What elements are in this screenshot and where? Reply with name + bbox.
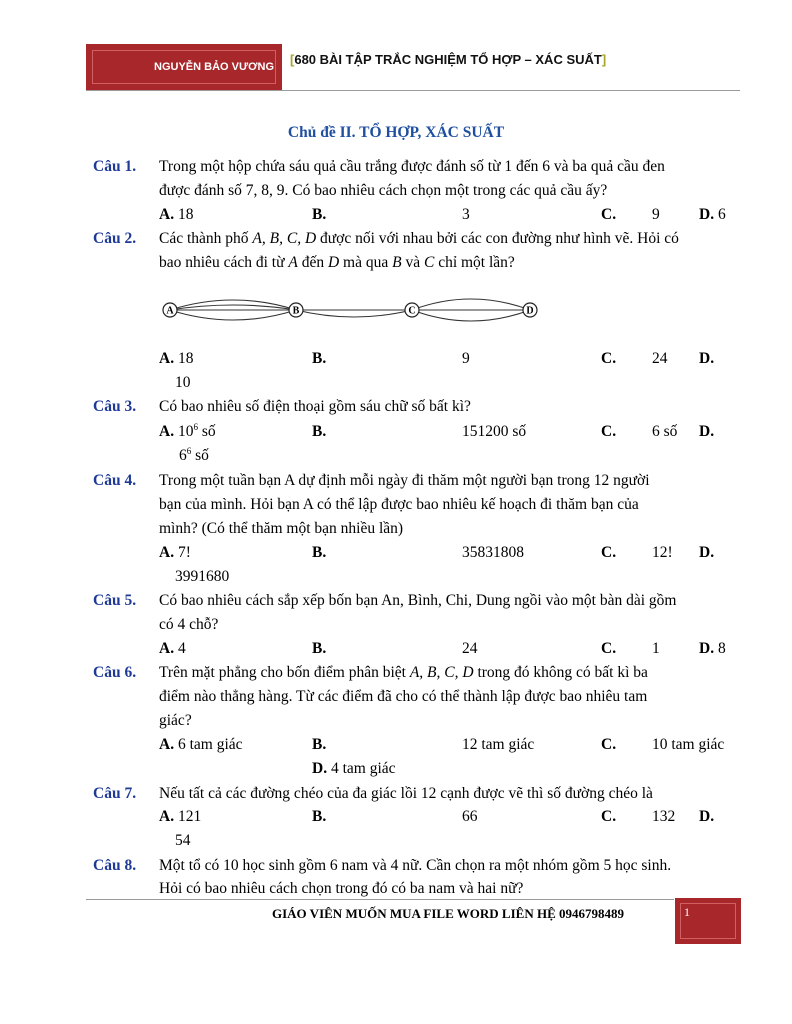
q4-option-d-letter: D.	[699, 544, 715, 561]
q5-option-c-letter: C.	[601, 640, 617, 657]
q2-label: Câu 2.	[93, 230, 137, 247]
q2-option-b: 9	[462, 350, 470, 367]
node-d-label: D	[526, 305, 534, 317]
q7-option-b-letter: B.	[312, 808, 327, 825]
q7-option-c: 132	[652, 808, 676, 825]
q3-option-a: A. $10^6$ số	[159, 421, 216, 440]
city-road-diagram	[154, 294, 546, 330]
footer-contact: GIÁO VIÊN MUỐN MUA FILE WORD LIÊN HỆ 0946798489	[272, 906, 624, 921]
q4-label: Câu 4.	[93, 472, 137, 489]
q4-text-line3: mình? (Có thể thăm một bạn nhiều lần)	[159, 520, 404, 537]
q2-option-d-letter: D.	[699, 350, 715, 367]
road-cd-2	[412, 299, 530, 310]
q1-option-b-letter: B.	[312, 206, 327, 223]
q3-option-d: $6^6$ số	[179, 445, 209, 464]
q6-option-a: A. 6 tam giác	[159, 736, 243, 753]
q1-text-line2: được đánh số 7, 8, 9. Có bao nhiêu cách chọn một trong các quả cầu ấy?	[159, 182, 608, 199]
q3-option-b: 151200 số	[462, 423, 527, 440]
q5-option-b: 24	[462, 640, 478, 657]
q8-text-line2: Hỏi có bao nhiêu cách chọn trong đó có ba nam và hai nữ?	[159, 880, 524, 897]
header-author: NGUYỄN BẢO VƯƠNG	[154, 61, 274, 73]
chapter-title: Chủ đề II. TỔ HỢP, XÁC SUẤT	[287, 124, 505, 141]
q3-label: Câu 3.	[93, 398, 137, 415]
q7-option-d-letter: D.	[699, 808, 715, 825]
q4-option-b: 35831808	[462, 544, 524, 561]
q1-label: Câu 1.	[93, 158, 137, 175]
q3-option-d-letter: D.	[699, 423, 715, 440]
q2-option-b-letter: B.	[312, 350, 327, 367]
q8-label: Câu 8.	[93, 857, 137, 874]
q2-text-line2: bao nhiêu cách đi từ A đến D mà qua B và C chỉ một lần?	[159, 254, 515, 271]
road-bc-2	[296, 310, 412, 317]
q6-option-b-letter: B.	[312, 736, 327, 753]
q4-text-line1: Trong một tuần bạn A dự định mỗi ngày đi thăm một người bạn trong 12 người	[159, 472, 650, 489]
page-number: 1	[684, 905, 690, 919]
node-b-label: B	[292, 305, 300, 317]
q4-option-c-letter: C.	[601, 544, 617, 561]
q2-option-c: 24	[652, 350, 668, 367]
q5-label: Câu 5.	[93, 592, 137, 609]
q6-label: Câu 6.	[93, 664, 137, 681]
road-cd-3	[412, 310, 530, 321]
q1-text-line1: Trong một hộp chứa sáu quả cầu trắng được đánh số từ 1 đến 6 và ba quả cầu đen	[159, 158, 665, 175]
q1-option-a: A. 18	[159, 206, 194, 223]
footer-divider	[86, 899, 674, 900]
q3-option-b-letter: B.	[312, 423, 327, 440]
q8-text-line1: Một tổ có 10 học sinh gồm 6 nam và 4 nữ. Cần chọn ra một nhóm gồm 5 học sinh.	[159, 857, 672, 874]
q4-option-d: 3991680	[175, 568, 230, 585]
q5-option-c: 1	[652, 640, 660, 657]
q7-option-d: 54	[175, 832, 191, 849]
node-c-label: C	[408, 305, 416, 317]
q4-option-a: A. 7!	[159, 544, 191, 561]
q4-text-line2: bạn của mình. Hỏi bạn A có thể lập được bao nhiêu kế hoạch đi thăm bạn của	[159, 496, 639, 513]
q2-option-d: 10	[175, 374, 191, 391]
q5-option-b-letter: B.	[312, 640, 327, 657]
header-divider	[86, 90, 740, 91]
q4-option-b-letter: B.	[312, 544, 327, 561]
q6-option-c: 10 tam giác	[652, 736, 725, 753]
header-title: [680 BÀI TẬP TRẮC NGHIỆM TỔ HỢP – XÁC SUẤT]	[290, 52, 607, 67]
q5-option-a: A. 4	[159, 640, 186, 657]
q6-text-line2: điểm nào thẳng hàng. Từ các điểm đã cho có thể thành lập được bao nhiêu tam	[159, 688, 648, 705]
node-a-label: A	[166, 305, 174, 317]
q1-option-c-letter: C.	[601, 206, 617, 223]
q1-option-c: 9	[652, 206, 660, 223]
q7-option-a: A. 121	[159, 808, 202, 825]
q1-option-b: 3	[462, 206, 470, 223]
q6-option-c-letter: C.	[601, 736, 617, 753]
q3-option-c: 6 số	[652, 423, 678, 440]
road-ab-4	[170, 310, 296, 320]
q2-option-c-letter: C.	[601, 350, 617, 367]
q2-option-a: A. 18	[159, 350, 194, 367]
q1-option-d: D. 6	[699, 206, 726, 223]
q6-option-d: D. 4 tam giác	[312, 760, 396, 777]
q7-text-line1: Nếu tất cả các đường chéo của đa giác lồi 12 cạnh được vẽ thì số đường chéo là	[159, 785, 653, 802]
q6-text-line3: giác?	[159, 712, 192, 729]
q5-text-line2: có 4 chỗ?	[159, 616, 219, 633]
q3-option-c-letter: C.	[601, 423, 617, 440]
q2-text-line1: Các thành phố A, B, C, D được nối với nhau bởi các con đường như hình vẽ. Hỏi có	[159, 230, 679, 247]
road-ab-3	[170, 305, 296, 310]
q3-text-line1: Có bao nhiêu số điện thoại gồm sáu chữ số bất kì?	[159, 398, 471, 415]
q5-option-d: D. 8	[699, 640, 726, 657]
q7-option-b: 66	[462, 808, 478, 825]
q4-option-c: 12!	[652, 544, 673, 561]
q5-text-line1: Có bao nhiêu cách sắp xếp bốn bạn An, Bình, Chi, Dung ngồi vào một bàn dài gồm	[159, 592, 677, 609]
q6-option-b: 12 tam giác	[462, 736, 535, 753]
q6-text-line1: Trên mặt phẳng cho bốn điểm phân biệt A, B, C, D trong đó không có bất kì ba	[159, 664, 648, 681]
q7-option-c-letter: C.	[601, 808, 617, 825]
q7-label: Câu 7.	[93, 785, 137, 802]
